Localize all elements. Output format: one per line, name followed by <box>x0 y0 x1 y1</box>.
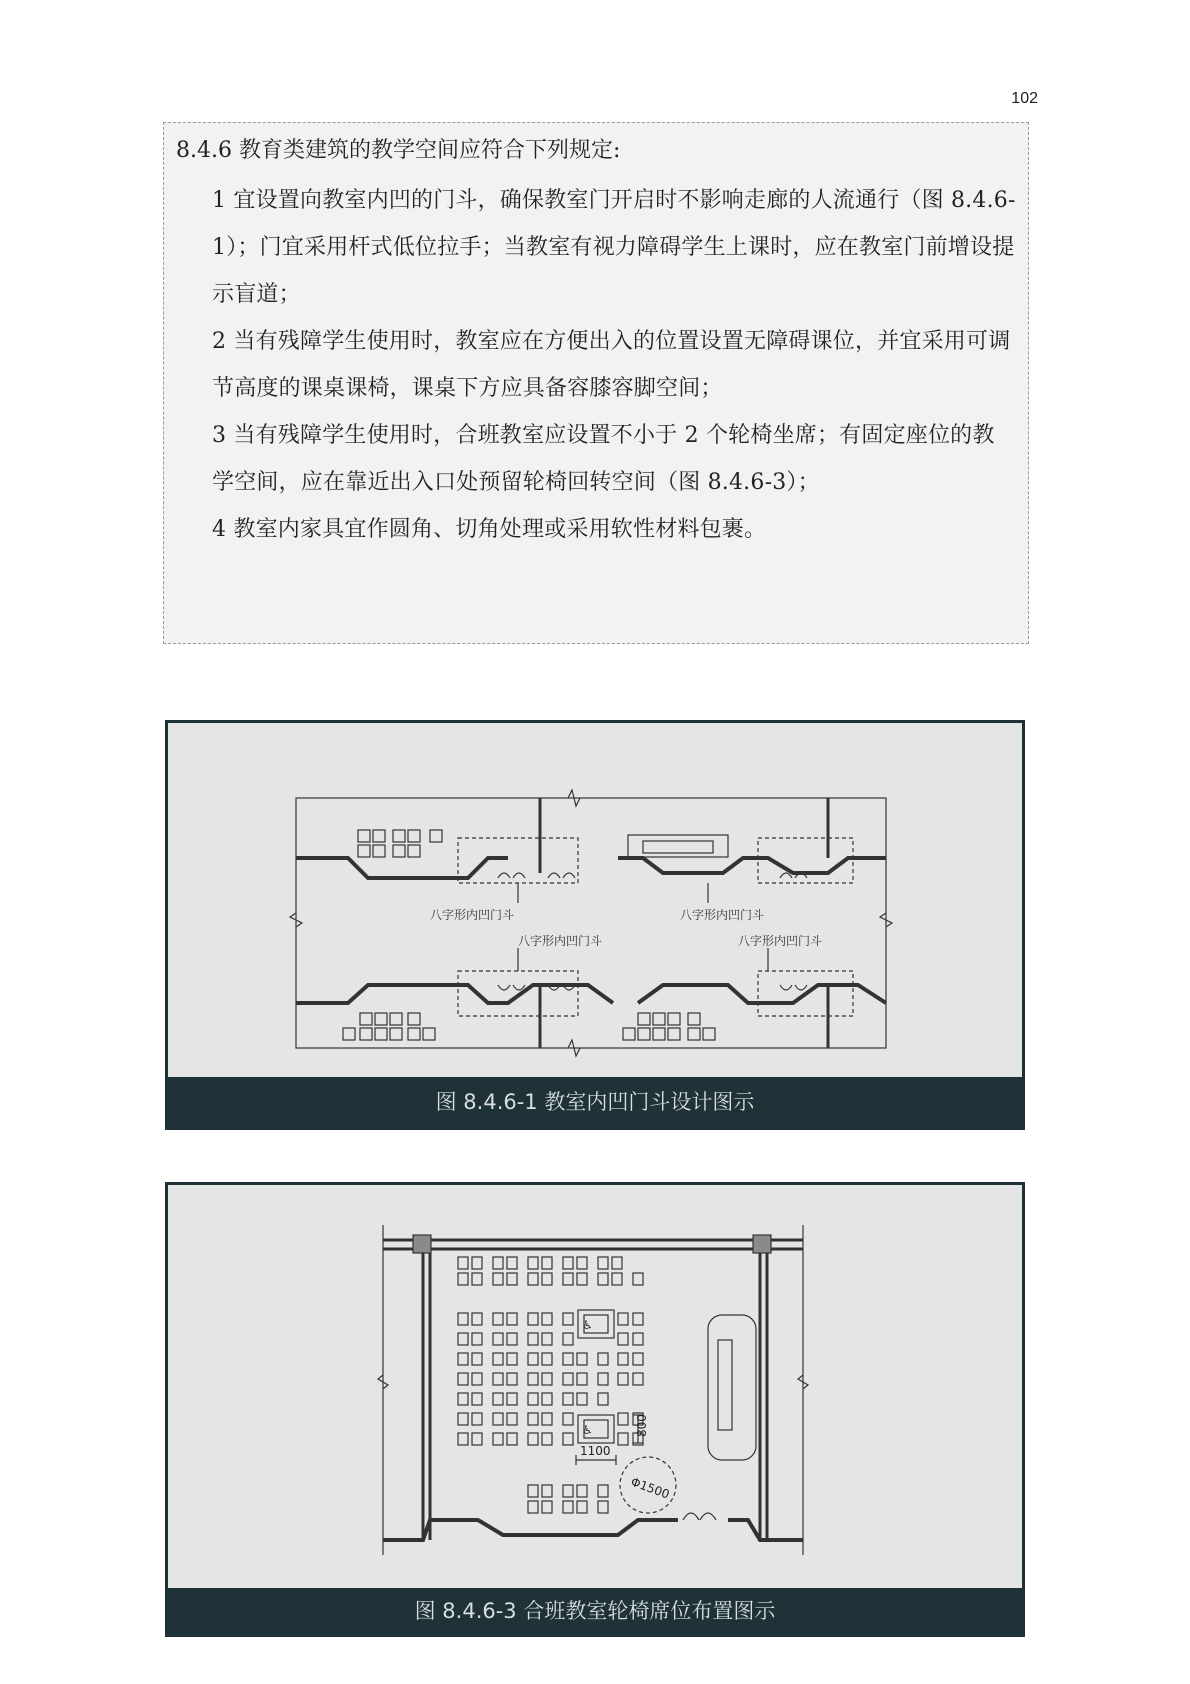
vestibule-label-4: 八字形内凹门斗 <box>738 934 823 948</box>
turning-circle-label: Φ1500 <box>628 1474 672 1502</box>
figure-wheelchair-panel <box>165 1182 1025 1637</box>
vestibule-label-2: 八字形内凹门斗 <box>680 908 765 922</box>
dimension-width-label: 1100 <box>580 1444 611 1458</box>
figure-2-caption: 图 8.4.6-3 合班教室轮椅席位布置图示 <box>168 1588 1022 1634</box>
wheelchair-icon: ♿ <box>582 1423 593 1437</box>
clause-item-3: 3 当有残障学生使用时，合班教室应设置不小于 2 个轮椅坐席；有固定座位的教学空间，应在靠近出入口处预留轮椅回转空间（图 8.4.6-3）； <box>212 423 995 495</box>
clause-heading: 8.4.6 教育类建筑的教学空间应符合下列规定: <box>176 138 621 163</box>
wheelchair-icon: ♿ <box>582 1318 593 1332</box>
vestibule-plan-drawing <box>168 723 1022 1077</box>
dimension-depth-label: 800 <box>635 1414 649 1437</box>
clause-item-1: 1 宜设置向教室内凹的门斗，确保教室门开启时不影响走廊的人流通行（图 8.4.6-1）；门宜采用杆式低位拉手；当教室有视力障碍学生上课时，应在教室门前增设提示盲道； <box>212 188 1016 307</box>
lecture-hall-plan-drawing <box>168 1185 1022 1591</box>
clause-item-4: 4 教室内家具宜作圆角、切角处理或采用软性材料包裹。 <box>212 517 767 542</box>
vestibule-label-1: 八字形内凹门斗 <box>430 908 515 922</box>
clause-item-2: 2 当有残障学生使用时，教室应在方便出入的位置设置无障碍课位，并宜采用可调节高度的课桌课椅，课桌下方应具备容膝容脚空间； <box>212 329 1011 401</box>
figure-1-caption: 图 8.4.6-1 教室内凹门斗设计图示 <box>168 1077 1022 1127</box>
seat-grid <box>458 1257 643 1513</box>
figure-vestibule-panel <box>165 720 1025 1130</box>
page-number: 102 <box>1011 90 1038 107</box>
clause-text-box <box>163 122 1029 644</box>
vestibule-label-3: 八字形内凹门斗 <box>518 934 603 948</box>
